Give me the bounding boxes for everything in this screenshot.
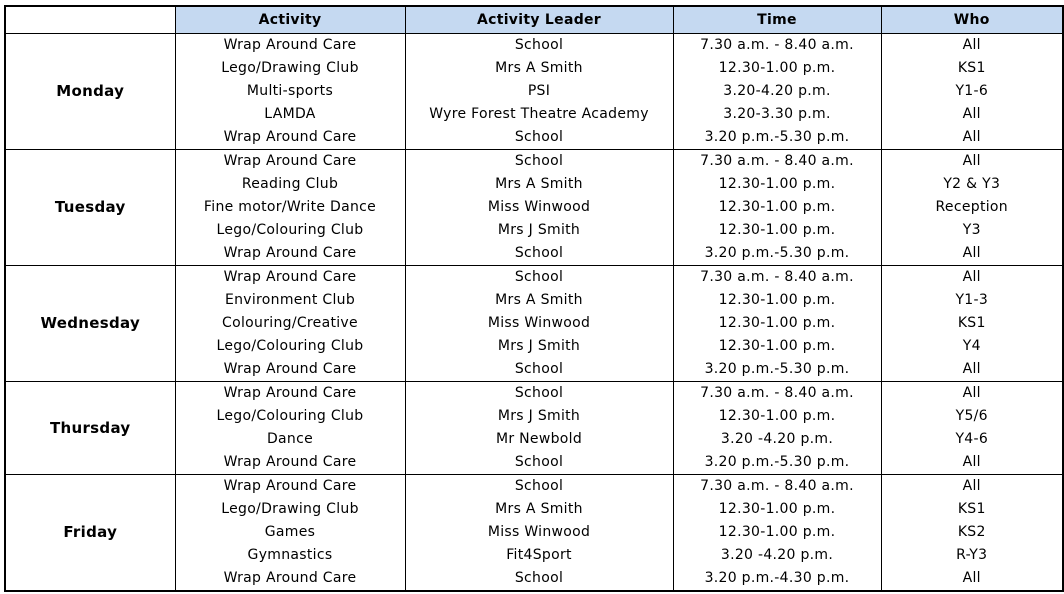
cell-time: 7.30 a.m. - 8.40 a.m.	[673, 475, 881, 499]
cell-time: 12.30-1.00 p.m.	[673, 405, 881, 428]
header-activity-leader: Activity Leader	[405, 6, 673, 34]
table-row	[5, 475, 1063, 499]
cell-leader: School	[405, 266, 673, 290]
cell-who: R-Y3	[881, 544, 1063, 567]
day-label: Thursday	[5, 382, 175, 475]
cell-leader: School	[405, 451, 673, 475]
cell-time: 12.30-1.00 p.m.	[673, 57, 881, 80]
cell-leader: PSI	[405, 80, 673, 103]
cell-time: 12.30-1.00 p.m.	[673, 498, 881, 521]
cell-time: 7.30 a.m. - 8.40 a.m.	[673, 34, 881, 58]
cell-who: All	[881, 242, 1063, 266]
cell-activity: Wrap Around Care	[175, 242, 405, 266]
cell-time: 7.30 a.m. - 8.40 a.m.	[673, 382, 881, 406]
cell-who: All	[881, 451, 1063, 475]
cell-time: 3.20 p.m.-4.30 p.m.	[673, 567, 881, 591]
cell-activity: Wrap Around Care	[175, 150, 405, 174]
cell-activity: Wrap Around Care	[175, 451, 405, 475]
cell-who: Y2 & Y3	[881, 173, 1063, 196]
day-label: Monday	[5, 34, 175, 150]
cell-activity: Colouring/Creative	[175, 312, 405, 335]
cell-who: KS2	[881, 521, 1063, 544]
cell-leader: Mrs J Smith	[405, 335, 673, 358]
cell-leader: School	[405, 150, 673, 174]
cell-leader: Mrs A Smith	[405, 289, 673, 312]
cell-leader: Mrs A Smith	[405, 498, 673, 521]
cell-who: All	[881, 34, 1063, 58]
activity-schedule-table	[4, 5, 1064, 592]
cell-leader: Mrs A Smith	[405, 57, 673, 80]
cell-time: 3.20 p.m.-5.30 p.m.	[673, 358, 881, 382]
cell-activity: LAMDA	[175, 103, 405, 126]
cell-leader: Mr Newbold	[405, 428, 673, 451]
cell-leader: Miss Winwood	[405, 521, 673, 544]
day-label: Tuesday	[5, 150, 175, 266]
cell-activity: Lego/Colouring Club	[175, 335, 405, 358]
cell-time: 12.30-1.00 p.m.	[673, 219, 881, 242]
cell-who: KS1	[881, 57, 1063, 80]
cell-who: All	[881, 382, 1063, 406]
cell-time: 12.30-1.00 p.m.	[673, 335, 881, 358]
cell-leader: Fit4Sport	[405, 544, 673, 567]
cell-time: 12.30-1.00 p.m.	[673, 521, 881, 544]
cell-activity: Multi-sports	[175, 80, 405, 103]
cell-leader: School	[405, 34, 673, 58]
header-activity: Activity	[175, 6, 405, 34]
cell-time: 3.20 -4.20 p.m.	[673, 544, 881, 567]
cell-who: Y4	[881, 335, 1063, 358]
cell-time: 3.20-3.30 p.m.	[673, 103, 881, 126]
cell-time: 12.30-1.00 p.m.	[673, 289, 881, 312]
cell-time: 7.30 a.m. - 8.40 a.m.	[673, 266, 881, 290]
table-row	[5, 34, 1063, 58]
cell-activity: Lego/Drawing Club	[175, 498, 405, 521]
cell-leader: Mrs J Smith	[405, 219, 673, 242]
cell-activity: Lego/Colouring Club	[175, 219, 405, 242]
header-who: Who	[881, 6, 1063, 34]
cell-time: 12.30-1.00 p.m.	[673, 196, 881, 219]
cell-time: 3.20-4.20 p.m.	[673, 80, 881, 103]
cell-time: 12.30-1.00 p.m.	[673, 312, 881, 335]
cell-activity: Reading Club	[175, 173, 405, 196]
cell-activity: Dance	[175, 428, 405, 451]
cell-who: Y5/6	[881, 405, 1063, 428]
cell-activity: Gymnastics	[175, 544, 405, 567]
header-time: Time	[673, 6, 881, 34]
cell-leader: School	[405, 382, 673, 406]
cell-time: 3.20 p.m.-5.30 p.m.	[673, 451, 881, 475]
table-row	[5, 382, 1063, 406]
cell-who: All	[881, 358, 1063, 382]
day-label: Friday	[5, 475, 175, 592]
table-row	[5, 266, 1063, 290]
cell-activity: Fine motor/Write Dance	[175, 196, 405, 219]
cell-leader: School	[405, 567, 673, 591]
cell-activity: Wrap Around Care	[175, 475, 405, 499]
cell-who: Y1-3	[881, 289, 1063, 312]
cell-activity: Games	[175, 521, 405, 544]
cell-leader: School	[405, 126, 673, 150]
cell-leader: School	[405, 475, 673, 499]
cell-who: Y4-6	[881, 428, 1063, 451]
cell-time: 3.20 -4.20 p.m.	[673, 428, 881, 451]
table-header	[5, 6, 1063, 34]
cell-time: 7.30 a.m. - 8.40 a.m.	[673, 150, 881, 174]
cell-activity: Wrap Around Care	[175, 382, 405, 406]
cell-activity: Wrap Around Care	[175, 266, 405, 290]
cell-who: Y1-6	[881, 80, 1063, 103]
cell-time: 3.20 p.m.-5.30 p.m.	[673, 126, 881, 150]
cell-leader: Miss Winwood	[405, 196, 673, 219]
cell-activity: Wrap Around Care	[175, 358, 405, 382]
day-label: Wednesday	[5, 266, 175, 382]
cell-activity: Wrap Around Care	[175, 34, 405, 58]
cell-activity: Wrap Around Care	[175, 126, 405, 150]
cell-who: All	[881, 103, 1063, 126]
cell-activity: Lego/Drawing Club	[175, 57, 405, 80]
cell-who: Reception	[881, 196, 1063, 219]
cell-who: All	[881, 475, 1063, 499]
cell-leader: School	[405, 242, 673, 266]
cell-who: KS1	[881, 312, 1063, 335]
cell-who: All	[881, 126, 1063, 150]
table-body	[5, 34, 1063, 592]
cell-leader: Miss Winwood	[405, 312, 673, 335]
header-day-blank	[5, 6, 175, 34]
header-row	[5, 6, 1063, 34]
cell-who: All	[881, 150, 1063, 174]
cell-who: All	[881, 567, 1063, 591]
cell-leader: Mrs A Smith	[405, 173, 673, 196]
cell-time: 3.20 p.m.-5.30 p.m.	[673, 242, 881, 266]
cell-leader: School	[405, 358, 673, 382]
cell-who: All	[881, 266, 1063, 290]
cell-leader: Mrs J Smith	[405, 405, 673, 428]
cell-activity: Wrap Around Care	[175, 567, 405, 591]
cell-activity: Environment Club	[175, 289, 405, 312]
cell-leader: Wyre Forest Theatre Academy	[405, 103, 673, 126]
table-row	[5, 150, 1063, 174]
cell-activity: Lego/Colouring Club	[175, 405, 405, 428]
cell-time: 12.30-1.00 p.m.	[673, 173, 881, 196]
cell-who: Y3	[881, 219, 1063, 242]
cell-who: KS1	[881, 498, 1063, 521]
